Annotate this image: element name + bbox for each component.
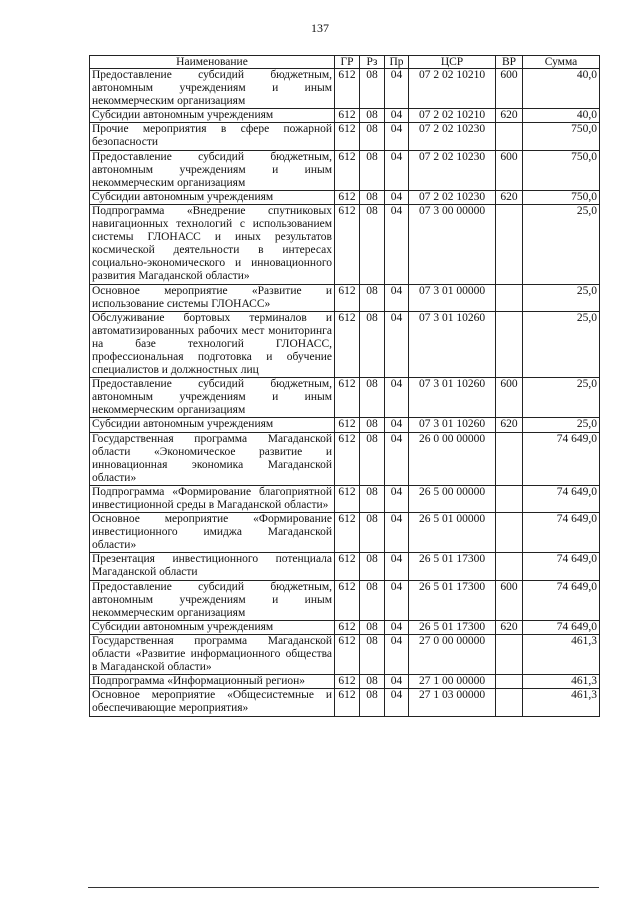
row-pr: 04	[385, 378, 409, 418]
row-name: Основное мероприятие «Формирование инвестиционного имиджа Магаданской области»	[90, 513, 335, 553]
row-name: Прочие мероприятия в сфере пожарной безопасности	[90, 123, 335, 150]
row-name: Субсидии автономным учреждениям	[90, 109, 335, 123]
row-name: Субсидии автономным учреждениям	[90, 418, 335, 432]
row-gr: 612	[335, 634, 360, 674]
row-vr	[496, 485, 523, 512]
row-csr: 27 1 00 00000	[409, 675, 496, 689]
row-sum: 25,0	[523, 378, 600, 418]
row-rz: 08	[360, 675, 385, 689]
row-name: Субсидии автономным учреждениям	[90, 190, 335, 204]
row-vr	[496, 553, 523, 580]
row-csr: 26 0 00 00000	[409, 432, 496, 485]
header-csr: ЦСР	[409, 56, 496, 69]
table-row	[90, 204, 600, 284]
row-pr: 04	[385, 150, 409, 190]
header-row	[90, 56, 600, 69]
row-csr: 26 5 01 17300	[409, 620, 496, 634]
row-vr	[496, 204, 523, 284]
row-vr: 600	[496, 150, 523, 190]
row-rz: 08	[360, 689, 385, 716]
row-name: Презентация инвестиционного потенциала Магаданской области	[90, 553, 335, 580]
row-gr: 612	[335, 553, 360, 580]
row-sum: 40,0	[523, 69, 600, 109]
row-rz: 08	[360, 69, 385, 109]
row-sum: 750,0	[523, 123, 600, 150]
row-pr: 04	[385, 418, 409, 432]
row-pr: 04	[385, 190, 409, 204]
table-row	[90, 553, 600, 580]
row-gr: 612	[335, 513, 360, 553]
row-sum: 461,3	[523, 675, 600, 689]
table-row	[90, 432, 600, 485]
row-rz: 08	[360, 109, 385, 123]
row-name: Субсидии автономным учреждениям	[90, 620, 335, 634]
row-csr: 07 2 02 10230	[409, 190, 496, 204]
header-name: Наименование	[90, 56, 335, 69]
row-vr	[496, 675, 523, 689]
table-row	[90, 109, 600, 123]
row-sum: 25,0	[523, 284, 600, 311]
bottom-divider	[88, 887, 599, 888]
row-gr: 612	[335, 620, 360, 634]
row-gr: 612	[335, 485, 360, 512]
row-pr: 04	[385, 311, 409, 377]
row-rz: 08	[360, 634, 385, 674]
row-vr: 620	[496, 190, 523, 204]
row-sum: 74 649,0	[523, 553, 600, 580]
row-rz: 08	[360, 485, 385, 512]
row-rz: 08	[360, 311, 385, 377]
row-sum: 25,0	[523, 204, 600, 284]
table-row	[90, 675, 600, 689]
row-csr: 26 5 01 17300	[409, 580, 496, 620]
row-name: Предоставление субсидий бюджетным, автономным учреждениям и иным некоммерческим организациям	[90, 378, 335, 418]
row-name: Основное мероприятие «Развитие и использование системы ГЛОНАСС»	[90, 284, 335, 311]
row-pr: 04	[385, 109, 409, 123]
row-vr	[496, 123, 523, 150]
row-name: Предоставление субсидий бюджетным, автономным учреждениям и иным некоммерческим организациям	[90, 150, 335, 190]
header-pr: Пр	[385, 56, 409, 69]
row-csr: 07 3 01 10260	[409, 311, 496, 377]
row-gr: 612	[335, 284, 360, 311]
row-name: Предоставление субсидий бюджетным, автономным учреждениям и иным некоммерческим организациям	[90, 69, 335, 109]
table-row	[90, 284, 600, 311]
row-csr: 07 2 02 10230	[409, 150, 496, 190]
table-row	[90, 580, 600, 620]
page-number: 137	[311, 21, 329, 35]
row-pr: 04	[385, 69, 409, 109]
row-rz: 08	[360, 123, 385, 150]
row-rz: 08	[360, 204, 385, 284]
row-gr: 612	[335, 432, 360, 485]
row-pr: 04	[385, 513, 409, 553]
row-csr: 26 5 01 00000	[409, 513, 496, 553]
row-rz: 08	[360, 190, 385, 204]
row-sum: 74 649,0	[523, 580, 600, 620]
row-name: Подпрограмма «Информационный регион»	[90, 675, 335, 689]
row-name: Подпрограмма «Формирование благоприятной инвестиционной среды в Магаданской области»	[90, 485, 335, 512]
row-pr: 04	[385, 675, 409, 689]
table-row	[90, 311, 600, 377]
row-rz: 08	[360, 284, 385, 311]
row-sum: 461,3	[523, 634, 600, 674]
row-csr: 27 0 00 00000	[409, 634, 496, 674]
row-rz: 08	[360, 580, 385, 620]
table-row	[90, 418, 600, 432]
row-rz: 08	[360, 432, 385, 485]
row-vr	[496, 311, 523, 377]
row-pr: 04	[385, 689, 409, 716]
row-name: Подпрограмма «Внедрение спутниковых навигационных технологий с использованием системы ГЛОНАСС и иных результатов космической деятельности в интересах социально-экономического и инновационного развития Магаданской области»	[90, 204, 335, 284]
row-vr	[496, 284, 523, 311]
row-vr: 600	[496, 69, 523, 109]
row-vr	[496, 513, 523, 553]
table-row	[90, 150, 600, 190]
row-gr: 612	[335, 204, 360, 284]
row-vr: 620	[496, 620, 523, 634]
row-pr: 04	[385, 123, 409, 150]
row-name: Основное мероприятие «Общесистемные и обеспечивающие мероприятия»	[90, 689, 335, 716]
row-rz: 08	[360, 150, 385, 190]
row-sum: 74 649,0	[523, 485, 600, 512]
row-vr: 620	[496, 418, 523, 432]
row-gr: 612	[335, 150, 360, 190]
row-vr: 620	[496, 109, 523, 123]
row-name: Государственная программа Магаданской области «Экономическое развитие и инновационная экономика Магаданской области»	[90, 432, 335, 485]
row-vr	[496, 432, 523, 485]
header-vr: ВР	[496, 56, 523, 69]
table-row	[90, 620, 600, 634]
table-row	[90, 190, 600, 204]
row-name: Государственная программа Магаданской области «Развитие информационного общества в Магаданской области»	[90, 634, 335, 674]
row-csr: 07 2 02 10210	[409, 109, 496, 123]
header-sum: Сумма	[523, 56, 600, 69]
row-csr: 07 3 01 10260	[409, 418, 496, 432]
table-row	[90, 689, 600, 716]
row-rz: 08	[360, 378, 385, 418]
row-gr: 612	[335, 378, 360, 418]
row-sum: 74 649,0	[523, 432, 600, 485]
row-rz: 08	[360, 620, 385, 634]
row-vr	[496, 634, 523, 674]
row-name: Обслуживание бортовых терминалов и автоматизированных рабочих мест мониторинга на базе технологий ГЛОНАСС, профессиональная подготовка и обучение специалистов и должностных лиц	[90, 311, 335, 377]
row-sum: 40,0	[523, 109, 600, 123]
row-gr: 612	[335, 190, 360, 204]
row-csr: 07 3 00 00000	[409, 204, 496, 284]
row-gr: 612	[335, 418, 360, 432]
row-gr: 612	[335, 311, 360, 377]
row-pr: 04	[385, 284, 409, 311]
budget-table	[89, 55, 600, 717]
table-row	[90, 485, 600, 512]
row-csr: 26 5 01 17300	[409, 553, 496, 580]
row-pr: 04	[385, 204, 409, 284]
table-row	[90, 69, 600, 109]
row-gr: 612	[335, 69, 360, 109]
table-row	[90, 513, 600, 553]
row-csr: 07 3 01 00000	[409, 284, 496, 311]
row-rz: 08	[360, 418, 385, 432]
row-pr: 04	[385, 553, 409, 580]
header-rz: Рз	[360, 56, 385, 69]
row-vr: 600	[496, 580, 523, 620]
row-sum: 25,0	[523, 311, 600, 377]
row-sum: 750,0	[523, 190, 600, 204]
row-csr: 26 5 00 00000	[409, 485, 496, 512]
table-row	[90, 378, 600, 418]
row-csr: 27 1 03 00000	[409, 689, 496, 716]
row-name: Предоставление субсидий бюджетным, автономным учреждениям и иным некоммерческим организациям	[90, 580, 335, 620]
row-gr: 612	[335, 675, 360, 689]
row-rz: 08	[360, 553, 385, 580]
row-sum: 750,0	[523, 150, 600, 190]
row-gr: 612	[335, 689, 360, 716]
row-sum: 74 649,0	[523, 513, 600, 553]
row-gr: 612	[335, 580, 360, 620]
row-pr: 04	[385, 432, 409, 485]
row-sum: 74 649,0	[523, 620, 600, 634]
row-vr: 600	[496, 378, 523, 418]
row-gr: 612	[335, 109, 360, 123]
row-pr: 04	[385, 620, 409, 634]
table-row	[90, 634, 600, 674]
row-pr: 04	[385, 580, 409, 620]
row-vr	[496, 689, 523, 716]
row-csr: 07 3 01 10260	[409, 378, 496, 418]
table-row	[90, 123, 600, 150]
row-gr: 612	[335, 123, 360, 150]
header-gr: ГР	[335, 56, 360, 69]
row-pr: 04	[385, 485, 409, 512]
row-csr: 07 2 02 10210	[409, 69, 496, 109]
row-pr: 04	[385, 634, 409, 674]
row-sum: 25,0	[523, 418, 600, 432]
row-csr: 07 2 02 10230	[409, 123, 496, 150]
table-body	[90, 69, 600, 717]
row-sum: 461,3	[523, 689, 600, 716]
row-rz: 08	[360, 513, 385, 553]
